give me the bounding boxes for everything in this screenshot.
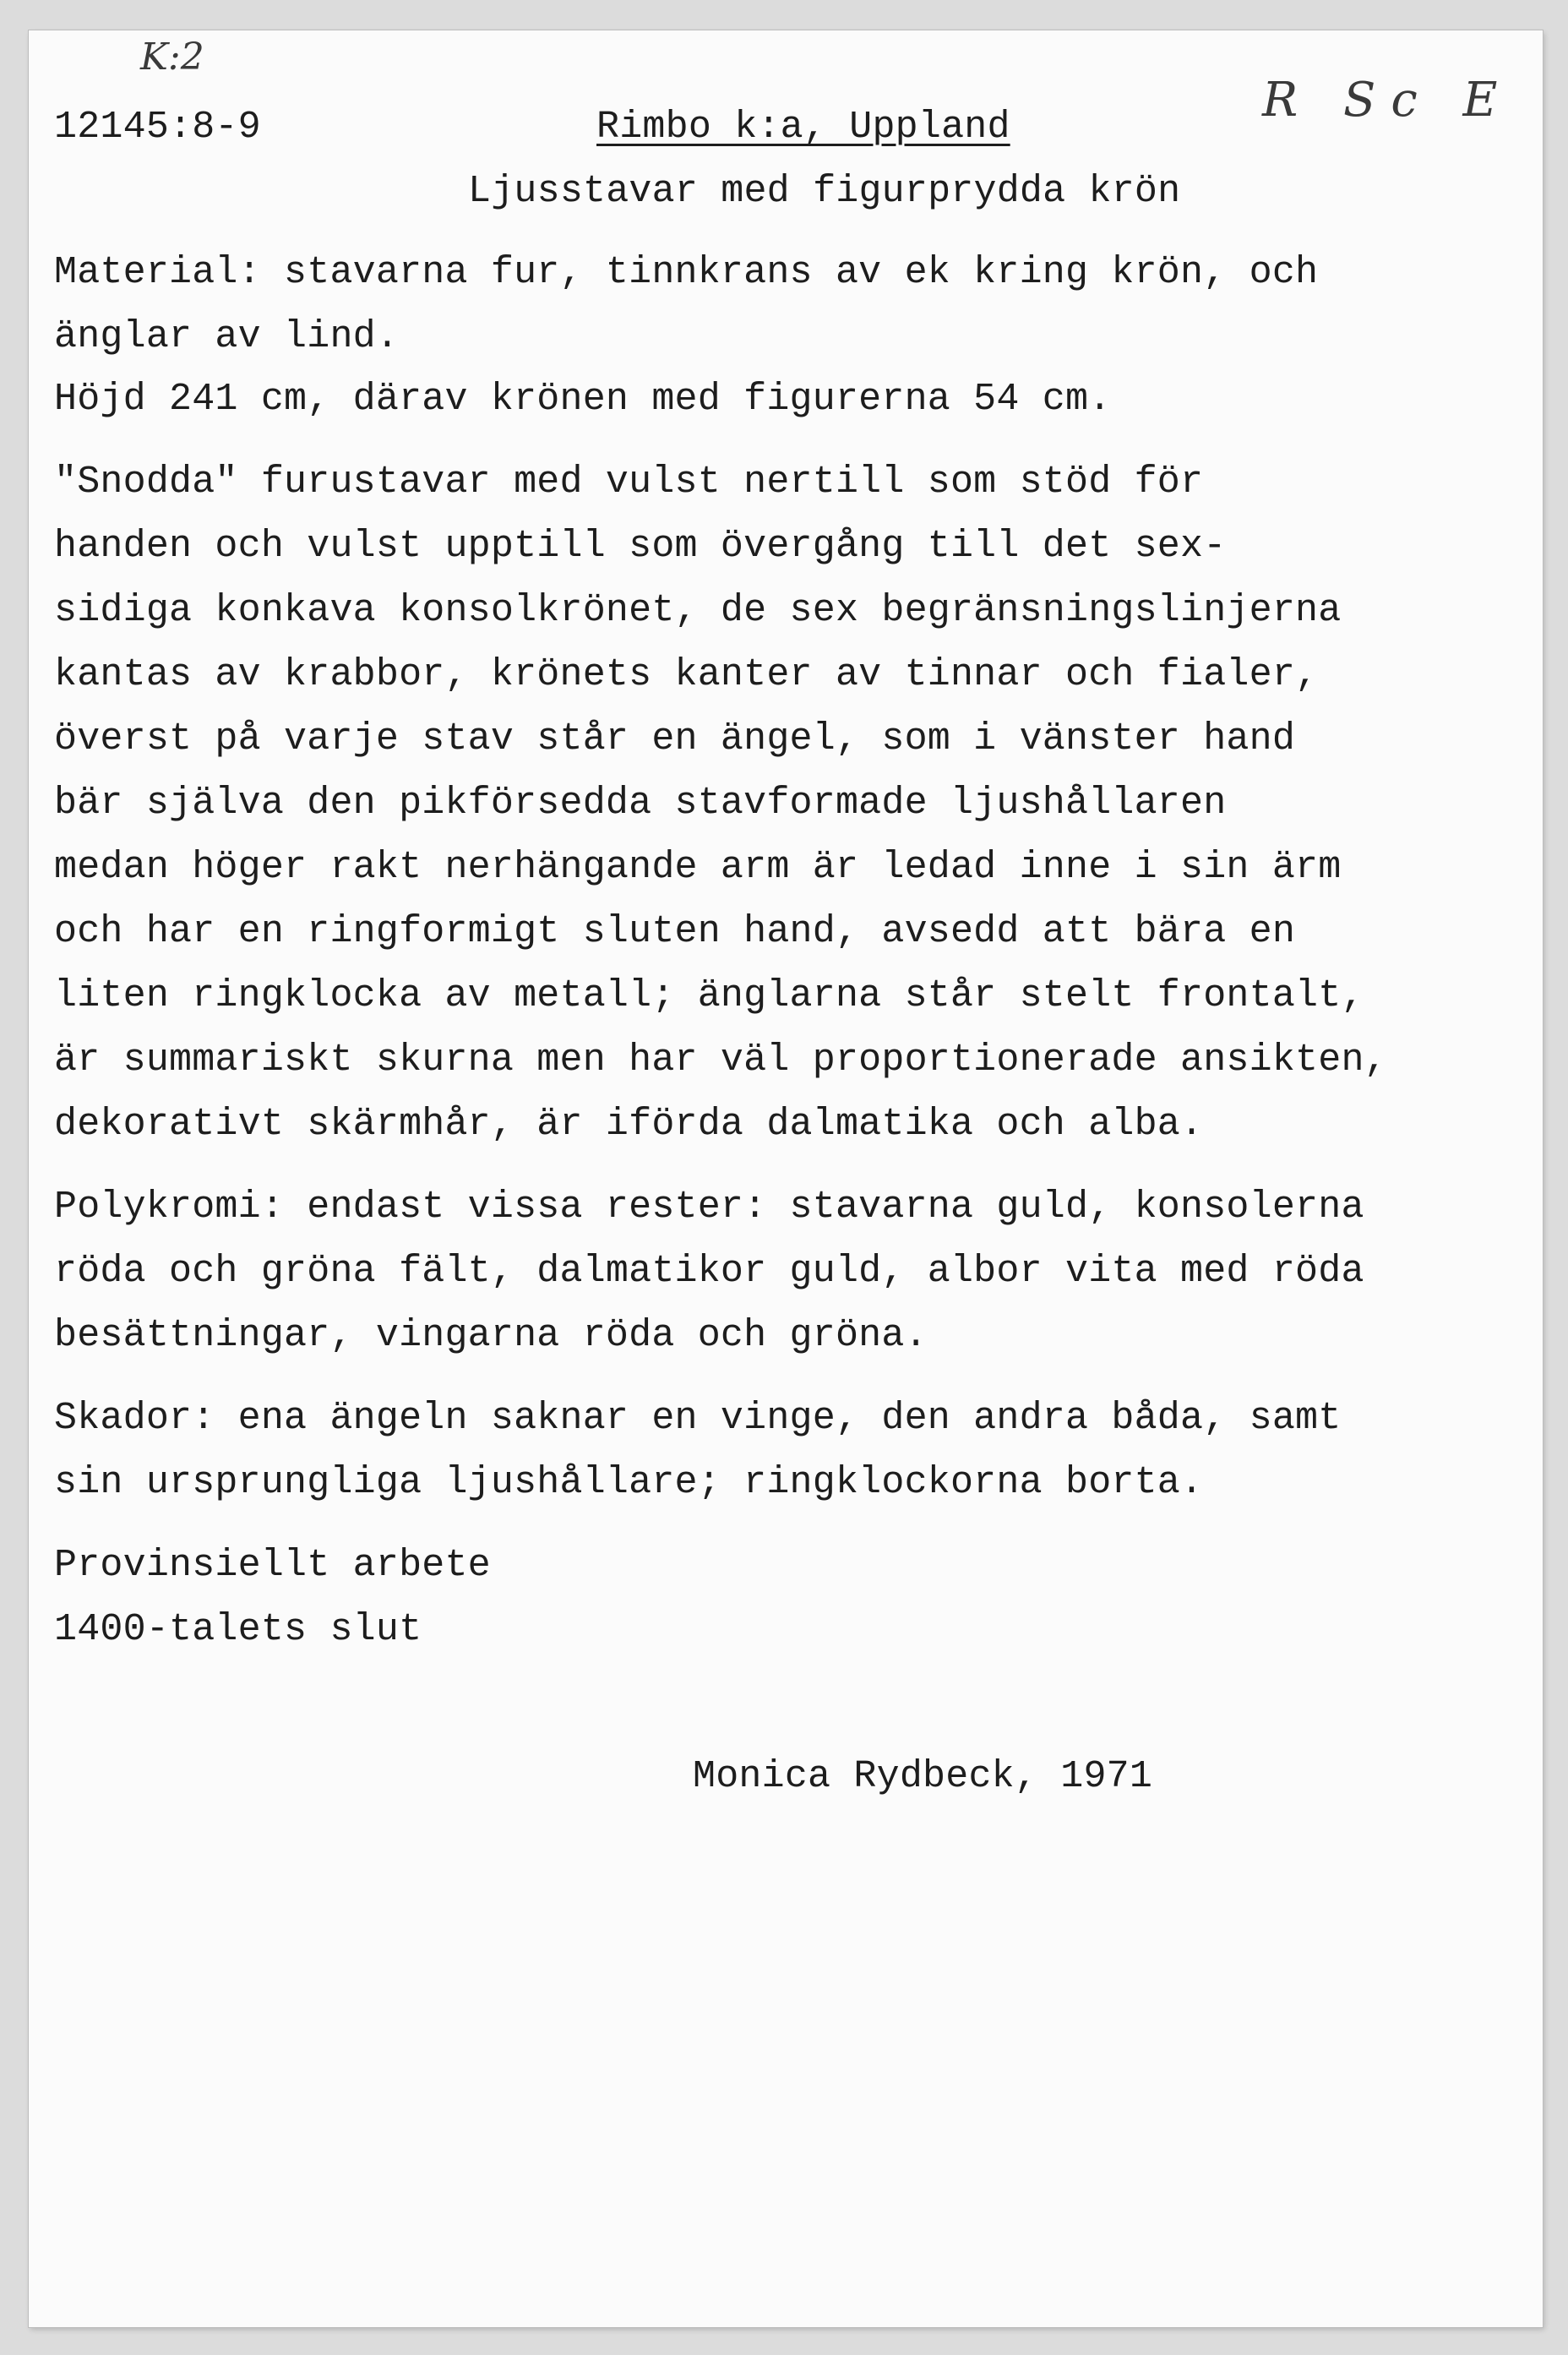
catalog-card: [29, 30, 1543, 2327]
description-line: och har en ringformigt sluten hand, avsedd att bära en: [54, 910, 1296, 953]
damage-line: Skador: ena ängeln saknar en vinge, den andra båda, samt: [54, 1397, 1342, 1440]
origin-line: Provinsiellt arbete: [54, 1544, 491, 1587]
author-signature: Monica Rydbeck, 1971: [693, 1755, 1153, 1798]
description-line: dekorativt skärmhår, är iförda dalmatika och alba.: [54, 1103, 1204, 1146]
description-line: liten ringklocka av metall; änglarna står stelt frontalt,: [54, 974, 1364, 1017]
material-line: änglar av lind.: [54, 315, 400, 358]
object-title: Ljusstavar med figurprydda krön: [468, 170, 1181, 213]
location-heading: Rimbo k:a, Uppland: [596, 106, 1010, 149]
polychromy-line: Polykromi: endast vissa rester: stavarna guld, konsolerna: [54, 1186, 1364, 1229]
description-line: överst på varje stav står en ängel, som i vänster hand: [54, 717, 1296, 760]
polychromy-line: röda och gröna fält, dalmatikor guld, albor vita med röda: [54, 1250, 1364, 1293]
description-line: kantas av krabbor, krönets kanter av tinnar och fialer,: [54, 653, 1319, 696]
material-line: Material: stavarna fur, tinnkrans av ek kring krön, och: [54, 251, 1319, 294]
description-line: medan höger rakt nerhängande arm är ledad inne i sin ärm: [54, 846, 1342, 889]
description-line: handen och vulst upptill som övergång till det sex-: [54, 525, 1227, 568]
description-line: är summariskt skurna men har väl proportionerade ansikten,: [54, 1038, 1387, 1082]
polychromy-line: besättningar, vingarna röda och gröna.: [54, 1314, 928, 1357]
catalog-number: 12145:8-9: [54, 106, 261, 149]
handwritten-note-top-right: R Sc E: [1262, 73, 1513, 128]
description-line: "Snodda" furustavar med vulst nertill som stöd för: [54, 461, 1204, 504]
damage-line: sin ursprungliga ljushållare; ringklockorna borta.: [54, 1461, 1204, 1504]
description-line: bär själva den pikförsedda stavformade ljushållaren: [54, 782, 1227, 825]
origin-line: 1400-talets slut: [54, 1608, 422, 1651]
handwritten-note-top-left: K:2: [140, 35, 204, 79]
material-line: Höjd 241 cm, därav krönen med figurerna 54 cm.: [54, 378, 1112, 421]
description-line: sidiga konkava konsolkrönet, de sex begränsningslinjerna: [54, 589, 1342, 632]
